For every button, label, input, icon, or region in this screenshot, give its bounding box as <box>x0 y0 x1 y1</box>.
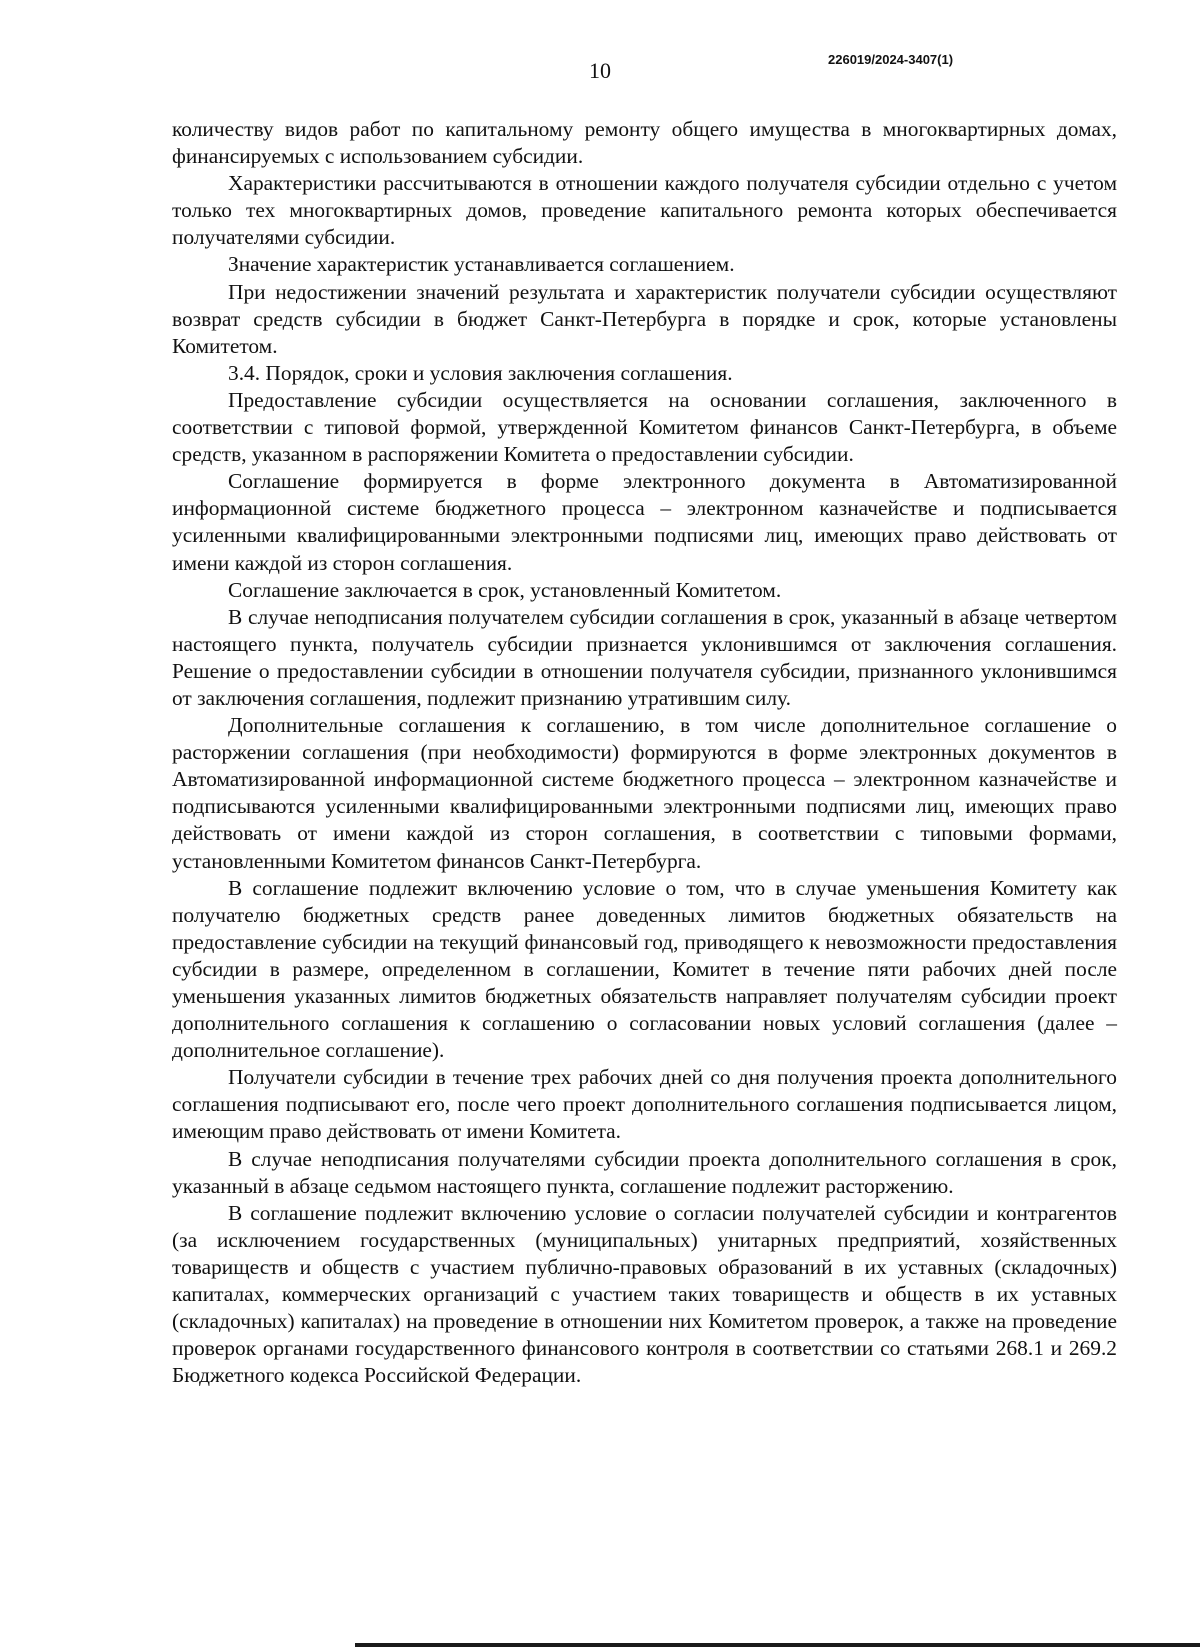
paragraph: В случае неподписания получателями субсидии проекта дополнительного соглашения в срок, указанный в абзаце седьмом настоящего пункта, соглашение подлежит расторжению. <box>172 1146 1117 1198</box>
document-body <box>172 116 1117 1389</box>
paragraph: Соглашение заключается в срок, установленный Комитетом. <box>228 577 782 602</box>
paragraph: При недостижении значений результата и характеристик получатели субсидии осуществляют возврат средств субсидии в бюджет Санкт-Петербурга в порядке и срок, которые установлены Комитетом. <box>172 279 1117 358</box>
paragraph: Предоставление субсидии осуществляется на основании соглашения, заключенного в соответствии с типовой формой, утвержденной Комитетом финансов Санкт-Петербурга, в объеме средств, указанном в распоряжении Комитета о предоставлении субсидии. <box>172 387 1117 467</box>
paragraph: В случае неподписания получателем субсидии соглашения в срок, указанный в абзаце четвертом настоящего пункта, получатель субсидии признается уклонившимся от заключения соглашения. Решение о предоставлении субсидии в отношении получателя субсидии, признанного уклонившимся от заключения соглашения, подлежит признанию утратившим силу. <box>172 604 1117 710</box>
paragraph: Дополнительные соглашения к соглашению, в том числе дополнительное соглашение о расторжении соглашения (при необходимости) формируются в форме электронных документов в Автоматизированной информационной системе бюджетного процесса – электронном казначействе и подписываются усиленными квалифицированными электронными подписями лиц, имеющих право действовать от имени каждой из сторон соглашения, в соответствии с типовыми формами, установленными Комитетом финансов Санкт-Петербурга. <box>172 713 1117 873</box>
paragraph: Соглашение формируется в форме электронного документа в Автоматизированной информационной системе бюджетного процесса – электронном казначействе и подписывается усиленными квалифицированными электронными подписями лиц, имеющих право действовать от имени каждой из сторон соглашения. <box>172 469 1117 575</box>
page-number: 10 <box>589 58 611 83</box>
bottom-rule <box>355 1643 1200 1647</box>
paragraph: В соглашение подлежит включению условие о согласии получателей субсидии и контрагентов (за исключением государственных (муниципальных) унитарных предприятий, хозяйственных товариществ и обществ с участием публично-правовых образований в их уставных (складочных) капиталах, коммерческих организаций с участием таких товариществ и обществ в их уставных (складочных) капиталах) на проведение в отношении них Комитетом проверок, а также на проведение проверок органами государственного финансового контроля в соответствии со статьями 268.1 и 269.2 Бюджетного кодекса Российской Федерации. <box>172 1200 1117 1388</box>
paragraph: Значение характеристик устанавливается соглашением. <box>228 252 735 277</box>
paragraph: Получатели субсидии в течение трех рабочих дней со дня получения проекта дополнительного соглашения подписывают его, после чего проект дополнительного соглашения подписывается лицом, имеющим право действовать от имени Комитета. <box>172 1065 1117 1144</box>
section-heading: 3.4. Порядок, сроки и условия заключения соглашения. <box>228 360 733 385</box>
paragraph: количеству видов работ по капитальному ремонту общего имущества в многоквартирных домах, финансируемых с использованием субсидии. <box>172 117 1117 169</box>
paragraph: Характеристики рассчитываются в отношении каждого получателя субсидии отдельно с учетом только тех многоквартирных домов, проведение капитального ремонта которых обеспечивается получателями субсидии. <box>172 171 1117 250</box>
document-code: 226019/2024-3407(1) <box>828 52 954 67</box>
paragraph: В соглашение подлежит включению условие о том, что в случае уменьшения Комитету как получателю бюджетных средств ранее доведенных лимитов бюджетных обязательств на предоставление субсидии на текущий финансовый год, приводящего к невозможности предоставления субсидии в размере, определенном в соглашении, Комитет в течение пяти рабочих дней после уменьшения указанных лимитов бюджетных обязательств направляет получателям субсидии проект дополнительного соглашения к соглашению о согласовании новых условий соглашения (далее – дополнительное соглашение). <box>172 875 1117 1063</box>
